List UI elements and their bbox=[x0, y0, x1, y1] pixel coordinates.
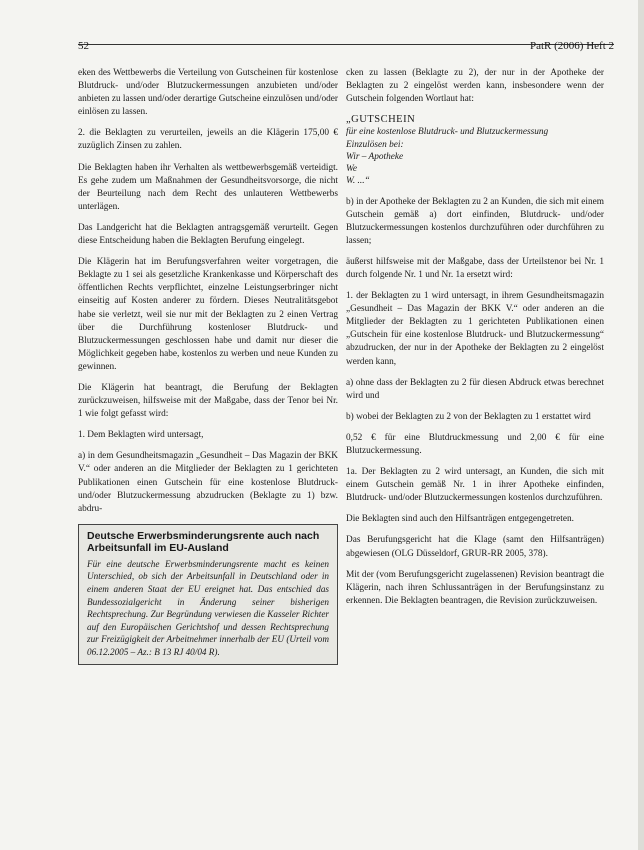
page-number: 52 bbox=[78, 40, 89, 52]
paragraph: 0,52 € für eine Blutdruckmessung und 2,00 € für eine Blutzuckermessung. bbox=[346, 432, 604, 456]
paragraph: 1a. Der Beklagten zu 2 wird untersagt, an Kunden, die sich mit einem Gutschein gemäß Nr. 1 in ihrer Apotheke einfinden, Blutdruck- und/oder Blutzuckermessungen kostenlos durchzuführen. bbox=[346, 467, 604, 504]
voucher-line: Einzulösen bei: bbox=[346, 139, 404, 150]
paragraph: äußerst hilfsweise mit der Maßgabe, dass der Urteilstenor bei Nr. 1 durch folgende Nr. 1 und Nr. 1a ersetzt wird: bbox=[346, 256, 604, 280]
paragraph: Mit der (vom Berufungsgericht zugelassenen) Revision beantragt die Klägerin, nach ihren Schlussanträgen in der Berufungsinstanz zu erkennen. Die Beklagten beantragen, die Revision zurückzuweisen. bbox=[346, 569, 604, 606]
paragraph: Die Beklagten haben ihr Verhalten als wettbewerbsgemäß verteidigt. Es gehe zudem um Maßnahmen der Gesundheitsvorsorge, die nicht der Beurteilung nach dem Recht des unlauteren Wettbewerbs unterlägen. bbox=[78, 162, 338, 212]
news-box bbox=[78, 524, 338, 665]
paragraph: b) in der Apotheke der Beklagten zu 2 an Kunden, die sich mit einem Gutschein gemäß a) dort einfinden, Blutdruck- und/oder Blutzuckermessungen kostenlos durchzuführen oder durchführen zu lassen; bbox=[346, 196, 604, 246]
running-head bbox=[78, 40, 614, 52]
journal-reference: PatR (2006) Heft 2 bbox=[529, 40, 614, 52]
voucher-line: We bbox=[346, 164, 358, 175]
paragraph: Die Klägerin hat beantragt, die Berufung der Beklagten zurückzuweisen, hilfsweise mit der Maßgabe, dass der Tenor bei Nr. 1 wie folgt gefasst wird: bbox=[78, 382, 338, 420]
paragraph: eken des Wettbewerbs die Verteilung von Gutscheinen für kostenlose Blutdruck- und/oder Blutzuckermessungen anzubieten und/oder anbieten zu lassen und/oder derartige Gutscheine einzulösen und/oder einlösen zu lassen. bbox=[78, 68, 338, 118]
paragraph: 1. Dem Beklagten wird untersagt, bbox=[78, 430, 204, 441]
paragraph: Die Beklagten sind auch den Hilfsanträgen entgegengetreten. bbox=[346, 514, 574, 525]
paragraph: a) in dem Gesundheitsmagazin „Gesundheit – Das Magazin der BKK V.“ oder anderen an die Mitglieder der Beklagten zu 1 gerichteten Publikationen einen Gutschein für eine kostenlose Blutdruck- und/oder Blutzuckermessung abzudrucken (Beklagte zu 1) bzw. abdru- bbox=[78, 451, 338, 514]
voucher-line: W. ...“ bbox=[346, 176, 370, 187]
paragraph: b) wobei der Beklagten zu 2 von der Beklagten zu 1 erstattet wird bbox=[346, 411, 591, 422]
voucher-title: „GUTSCHEIN bbox=[346, 114, 416, 126]
scan-edge bbox=[638, 0, 644, 850]
paragraph: Das Landgericht hat die Beklagten antragsgemäß verurteilt. Gegen diese Entscheidung haben die Beklagten Berufung eingelegt. bbox=[78, 222, 338, 247]
voucher-text bbox=[346, 114, 604, 187]
paragraph: Die Klägerin hat im Berufungsverfahren weiter vorgetragen, die Beklagte zu 1 sei als gesetzliche Krankenkasse und Körperschaft des öffentlichen Rechts verpflichtet, einzelne Leistungserbringer nicht einseitig auf Kosten anderer zu fördern. Dieses Neutralitätsgebot habe sie verletzt, weil sie nur mit der Beklagten zu 2 einen Vertrag über die Durchführung kostenloser Blutdruck- und Blutzuckermessungen geschlossen habe und damit nur dieser die Möglichkeit gegeben habe, kostenlos zu werben und neue Kunden zu gewinnen. bbox=[78, 257, 338, 372]
paragraph: 2. die Beklagten zu verurteilen, jeweils an die Klägerin 175,00 € zuzüglich Zinsen zu zahlen. bbox=[78, 128, 338, 152]
paragraph: cken zu lassen (Beklagte zu 2), der nur in der Apotheke der Beklagten zu 2 eingelöst werden kann, insbesondere wenn der Gutschein folgenden Wortlaut hat: bbox=[346, 68, 604, 105]
voucher-line: Wir – Apotheke bbox=[346, 151, 404, 162]
news-box-title: Deutsche Erwerbsminderungsrente auch nach Arbeitsunfall im EU-Ausland bbox=[87, 529, 320, 555]
news-box-body: Für eine deutsche Erwerbsminderungsrente macht es keinen Unterschied, ob sich der Arbeitsunfall in Deutschland oder in einem anderen Staat der EU ereignet hat. Das entschied das Bundessozialgericht in Änderung seiner bisherigen Rechtsprechung. Zur Begründung verwiesen die Kasseler Richter auf den Europäischen Gerichtshof und dessen Rechtsprechung zur Freizügigkeit der Arbeitnehmer innerhalb der EU (Urteil vom 06.12.2005 – Az.: B 13 RJ 40/04 R). bbox=[87, 558, 329, 657]
paragraph: 1. der Beklagten zu 1 wird untersagt, in ihrem Gesundheitsmagazin „Gesundheit – Das Magazin der BKK V.“ oder anderen an die Mitglieder der Beklagten zu 1 gerichteten Publikationen einen „Gutschein für eine kostenlose Blutdruck- und Blutzuckermessung“ abzudrucken, der nur in der Apotheke der Beklagten zu 2 eingelöst werden kann, bbox=[346, 291, 604, 367]
right-column bbox=[346, 67, 604, 616]
paragraph: a) ohne dass der Beklagten zu 2 für diesen Abdruck etwas berechnet wird und bbox=[346, 377, 604, 401]
voucher-line: für eine kostenlose Blutdruck- und Blutzuckermessung bbox=[346, 127, 549, 138]
paragraph: Das Berufungsgericht hat die Klage (samt den Hilfsanträgen) abgewiesen (OLG Düsseldorf, GRUR-RR 2005, 378). bbox=[346, 535, 604, 559]
left-column bbox=[78, 67, 338, 665]
